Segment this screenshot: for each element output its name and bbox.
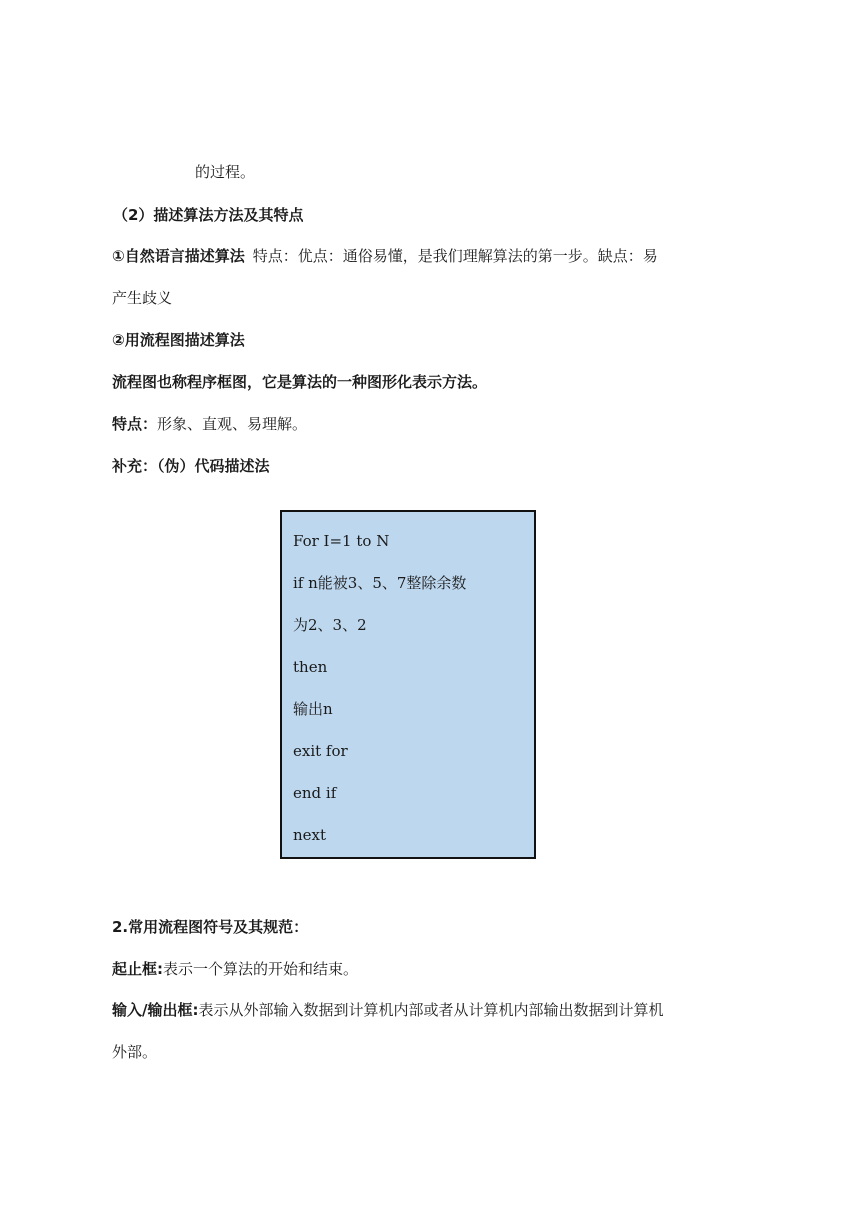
- natural-language-paragraph: [112, 246, 658, 266]
- code-line: next: [293, 826, 327, 844]
- paragraph-continuation: 外部。: [112, 1043, 158, 1061]
- terminal-box-desc: 表示一个算法的开始和结束。: [163, 960, 359, 978]
- code-line: 为2、3、2: [293, 616, 367, 634]
- code-line: then: [293, 658, 328, 676]
- io-box-paragraph: [112, 1000, 664, 1020]
- paragraph-continuation: 的过程。: [195, 163, 256, 181]
- natural-language-title: ①自然语言描述算法: [112, 247, 245, 265]
- paragraph-continuation: 产生歧义: [112, 289, 173, 307]
- code-line: exit for: [293, 742, 348, 760]
- pseudocode-box: [280, 510, 536, 859]
- code-line: if n能被3、5、7整除余数: [293, 574, 467, 592]
- section-heading: （2）描述算法方法及其特点: [113, 206, 304, 224]
- io-box-label: 输入/输出框:: [112, 1001, 199, 1019]
- natural-language-desc: 特点：优点：通俗易懂，是我们理解算法的第一步。缺点：易: [252, 247, 658, 265]
- flowchart-heading: ②用流程图描述算法: [112, 331, 245, 349]
- flowchart-symbols-heading: 2.常用流程图符号及其规范：: [112, 918, 309, 936]
- code-line: For I=1 to N: [293, 532, 390, 550]
- code-line: end if: [293, 784, 337, 802]
- features-text: 形象、直观、易理解。: [157, 415, 308, 433]
- features-label: 特点：: [112, 415, 158, 433]
- io-box-desc: 表示从外部输入数据到计算机内部或者从计算机内部输出数据到计算机: [198, 1001, 664, 1019]
- terminal-box-paragraph: [112, 959, 358, 979]
- code-line: 输出n: [293, 700, 333, 718]
- terminal-box-label: 起止框:: [112, 960, 163, 978]
- pseudocode-heading: 补充：（伪）代码描述法: [112, 457, 270, 475]
- flowchart-features: [112, 414, 307, 434]
- flowchart-definition: 流程图也称程序框图，它是算法的一种图形化表示方法。: [112, 373, 488, 391]
